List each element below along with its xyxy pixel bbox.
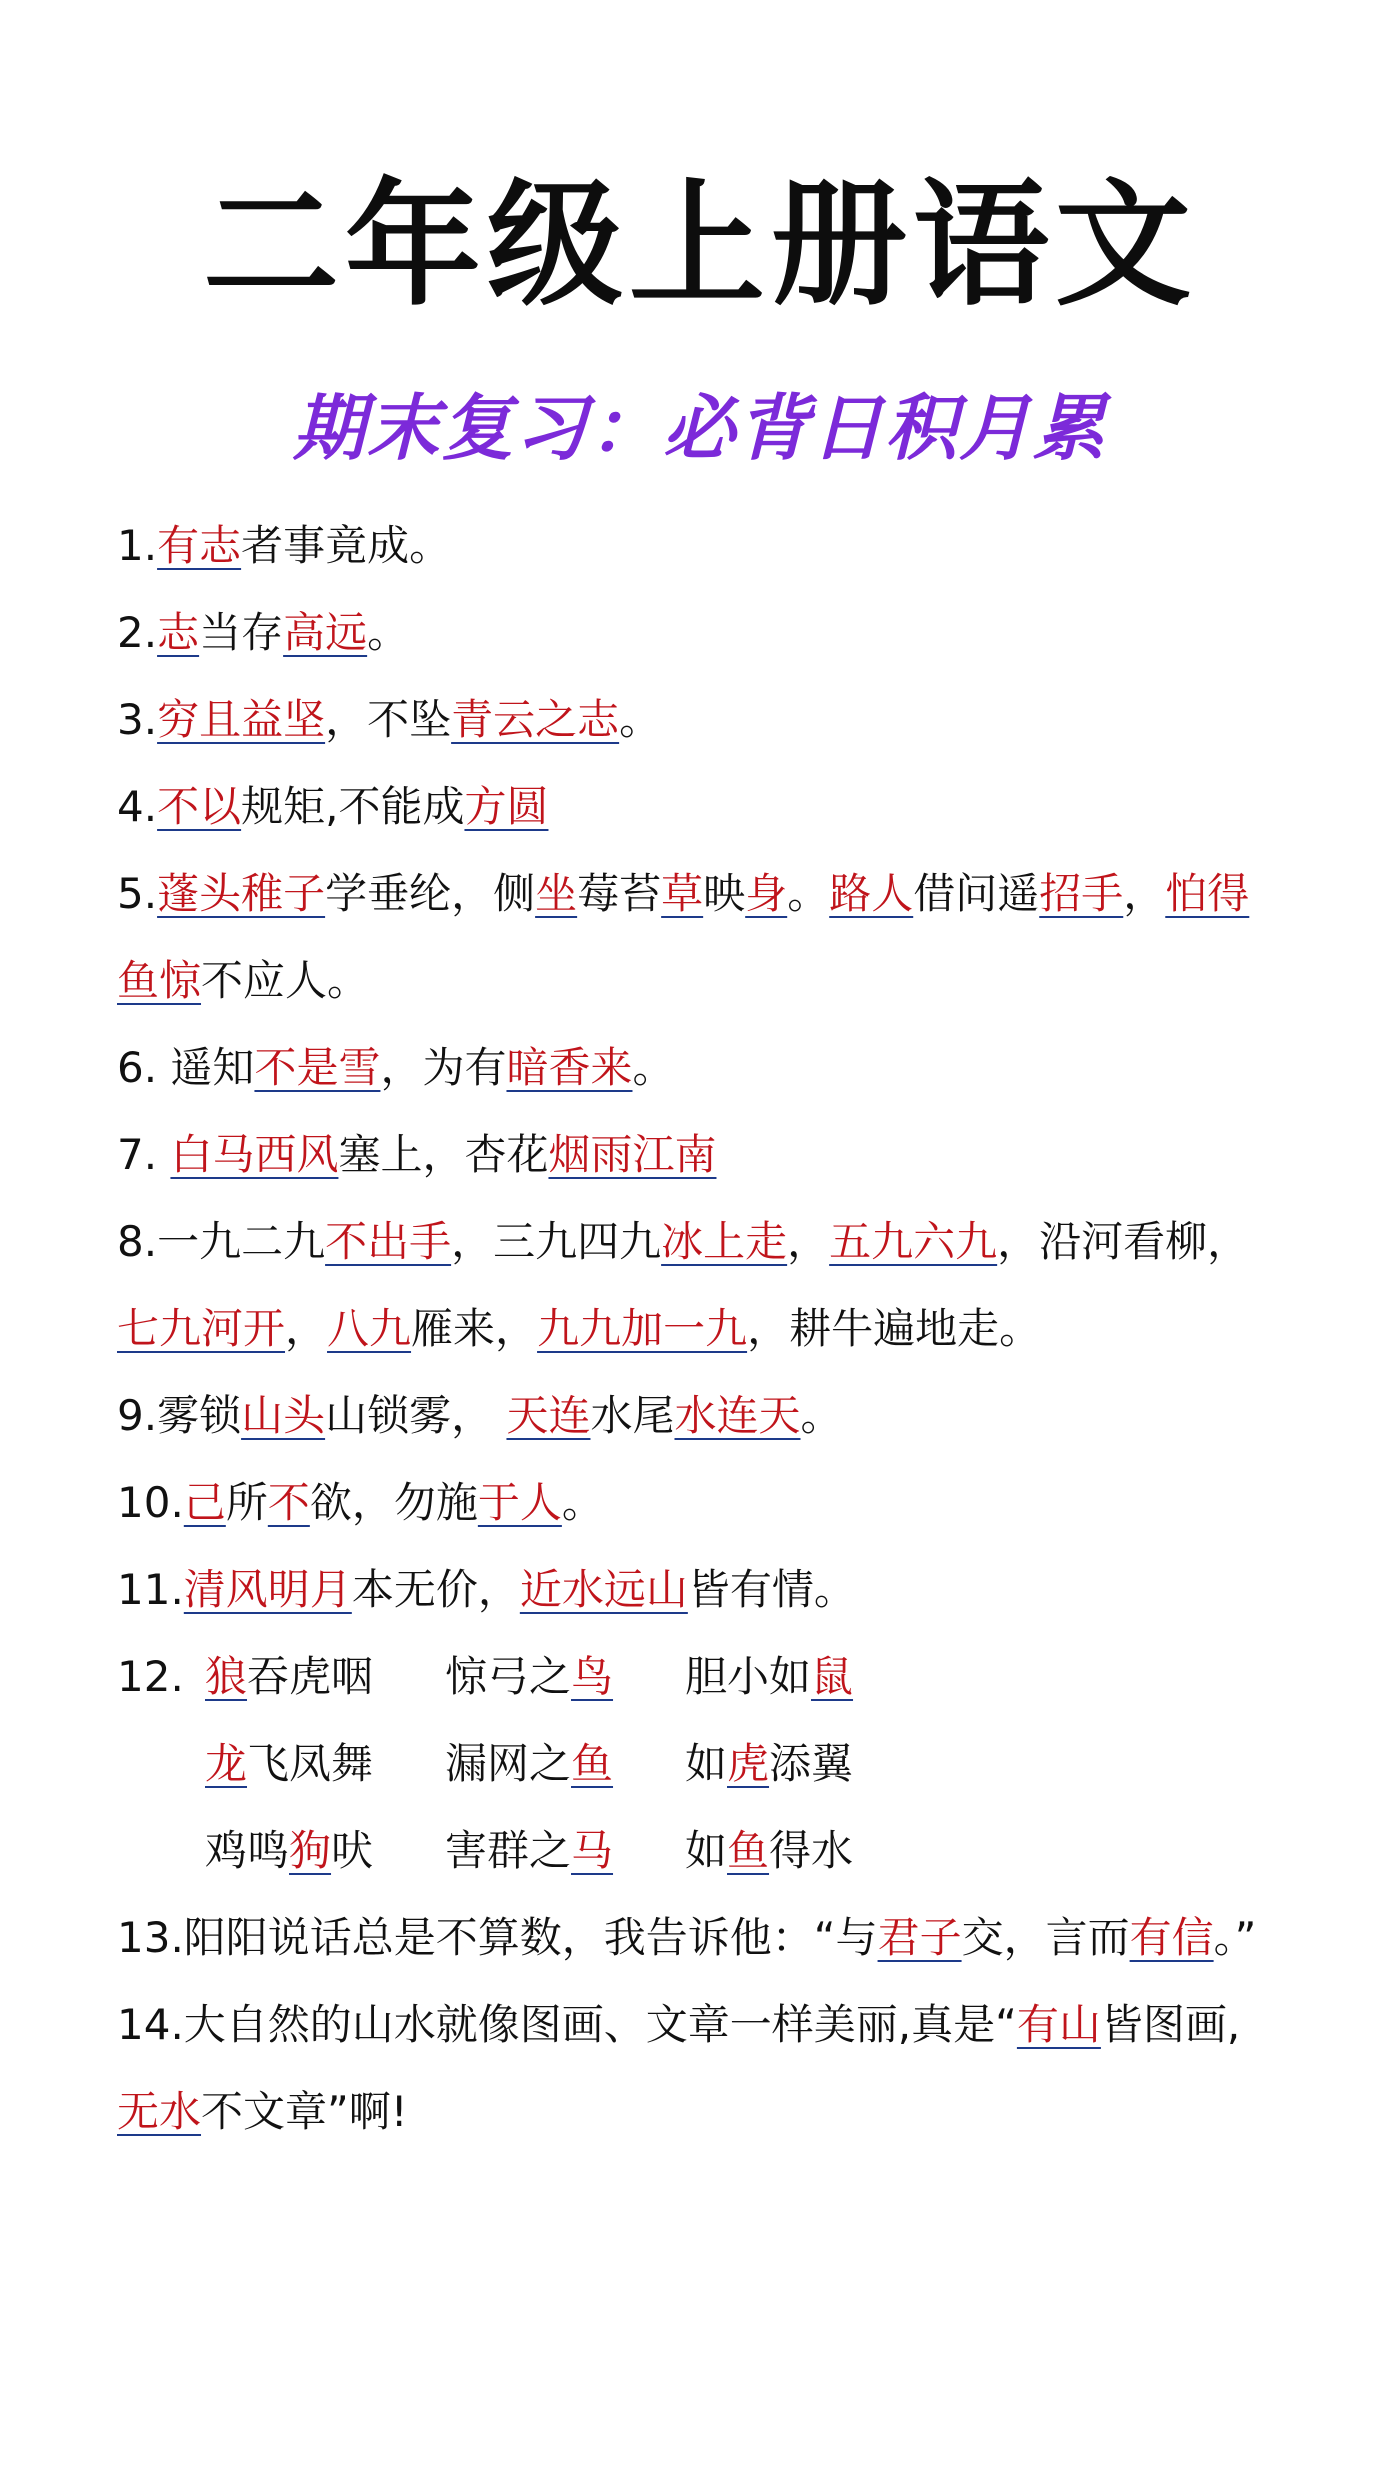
answer-text: 天连 bbox=[506, 1391, 591, 1440]
answer-text: 山头 bbox=[241, 1391, 326, 1440]
entry-line bbox=[117, 937, 1317, 1024]
entry-number: 12. bbox=[117, 1652, 184, 1701]
prompt-text: 所 bbox=[225, 1478, 268, 1527]
prompt-text: 雁来， bbox=[411, 1304, 538, 1353]
prompt-text: ，沿河看柳， bbox=[997, 1217, 1250, 1266]
prompt-text: 。” bbox=[1213, 1913, 1257, 1962]
answer-text: 八九 bbox=[327, 1304, 412, 1353]
answer-text: 穷且益坚 bbox=[157, 695, 326, 744]
prompt-text: 皆有情。 bbox=[687, 1565, 856, 1614]
prompt-text: 7. bbox=[117, 1130, 171, 1179]
answer-text: 鱼 bbox=[571, 1739, 614, 1788]
prompt-text: 8.一九二九 bbox=[117, 1217, 326, 1266]
prompt-text: 惊弓之 bbox=[445, 1652, 572, 1701]
prompt-text: 得水 bbox=[769, 1826, 854, 1875]
entry-line bbox=[117, 850, 1317, 937]
answer-text: 不以 bbox=[157, 782, 242, 831]
page-title: 二年级上册语文 bbox=[203, 167, 1197, 325]
prompt-text: 。 bbox=[561, 1478, 604, 1527]
answer-text: 龙 bbox=[205, 1739, 248, 1788]
answer-text: 近水远山 bbox=[519, 1565, 688, 1614]
answer-text: 志 bbox=[157, 608, 200, 657]
answer-text: 鼠 bbox=[811, 1652, 854, 1701]
prompt-text: 胆小如 bbox=[685, 1652, 812, 1701]
answer-text: 虎 bbox=[727, 1739, 770, 1788]
entry-line bbox=[117, 1024, 1317, 1111]
prompt-text: 飞凤舞 bbox=[247, 1739, 374, 1788]
idiom-cell bbox=[445, 1633, 685, 1720]
answer-text: 七九河开 bbox=[117, 1304, 286, 1353]
answer-text: 鸟 bbox=[571, 1652, 614, 1701]
idiom-row bbox=[117, 1633, 1317, 1720]
idiom-cell bbox=[685, 1720, 925, 1807]
prompt-text: ，三九四九 bbox=[451, 1217, 662, 1266]
answer-text: 不是雪 bbox=[254, 1043, 381, 1092]
prompt-text: 11. bbox=[117, 1565, 184, 1614]
entry-line bbox=[117, 1372, 1317, 1459]
prompt-text: 1. bbox=[117, 521, 158, 570]
prompt-text: 不应人。 bbox=[201, 956, 370, 1005]
entry-line bbox=[117, 1198, 1317, 1285]
answer-text: 蓬头稚子 bbox=[157, 869, 326, 918]
answer-text: 九九加一九 bbox=[537, 1304, 748, 1353]
prompt-text: 鸡鸣 bbox=[205, 1826, 290, 1875]
answer-text: 烟雨江南 bbox=[548, 1130, 717, 1179]
entry-line bbox=[117, 1111, 1317, 1198]
prompt-text: 9.雾锁 bbox=[117, 1391, 242, 1440]
answer-text: 招手 bbox=[1039, 869, 1124, 918]
prompt-text: 14.大自然的山水就像图画、文章一样美丽,真是“ bbox=[117, 2000, 1017, 2049]
prompt-text: 借问遥 bbox=[913, 869, 1040, 918]
idiom-cell bbox=[685, 1633, 925, 1720]
idiom-cell bbox=[205, 1633, 445, 1720]
idiom-row bbox=[117, 1807, 1317, 1894]
prompt-text: 。 bbox=[367, 608, 410, 657]
prompt-text: 映 bbox=[703, 869, 746, 918]
answer-text: 五九六九 bbox=[829, 1217, 998, 1266]
answer-text: 方圆 bbox=[464, 782, 549, 831]
prompt-text: 山锁雾， bbox=[325, 1391, 507, 1440]
answer-text: 鱼 bbox=[727, 1826, 770, 1875]
answer-text: 有山 bbox=[1016, 2000, 1101, 2049]
prompt-text: ，不坠 bbox=[325, 695, 452, 744]
content-body bbox=[117, 502, 1317, 2155]
entry-line bbox=[117, 1546, 1317, 1633]
prompt-text: 者事竟成。 bbox=[241, 521, 452, 570]
prompt-text: 吠 bbox=[331, 1826, 374, 1875]
prompt-text: ，耕牛遍地走。 bbox=[747, 1304, 1042, 1353]
prompt-text: 如 bbox=[685, 1739, 728, 1788]
entry-line bbox=[117, 1894, 1317, 1981]
prompt-text: 水尾 bbox=[590, 1391, 675, 1440]
answer-text: 白马西风 bbox=[170, 1130, 339, 1179]
prompt-text: 吞虎咽 bbox=[247, 1652, 374, 1701]
answer-text: 冰上走 bbox=[661, 1217, 788, 1266]
idiom-cell bbox=[685, 1807, 925, 1894]
idiom-row bbox=[117, 1720, 1317, 1807]
page-subtitle: 期末复习：必背日积月累 bbox=[292, 386, 1107, 470]
entry-line bbox=[117, 1459, 1317, 1546]
answer-text: 清风明月 bbox=[183, 1565, 352, 1614]
prompt-text: 害群之 bbox=[445, 1826, 572, 1875]
answer-text: 不出手 bbox=[325, 1217, 452, 1266]
answer-text: 己 bbox=[183, 1478, 226, 1527]
answer-text: 于人 bbox=[477, 1478, 562, 1527]
prompt-text: 不文章”啊! bbox=[201, 2087, 408, 2136]
prompt-text: 2. bbox=[117, 608, 158, 657]
prompt-text: 添翼 bbox=[769, 1739, 854, 1788]
answer-text: 鱼惊 bbox=[117, 956, 202, 1005]
answer-text: 坐 bbox=[535, 869, 578, 918]
prompt-text: 。 bbox=[632, 1043, 675, 1092]
answer-text: 有信 bbox=[1129, 1913, 1214, 1962]
prompt-text: 欲，勿施 bbox=[309, 1478, 478, 1527]
entry-line bbox=[117, 1981, 1317, 2068]
answer-text: 马 bbox=[571, 1826, 614, 1875]
prompt-text: 6. 遥知 bbox=[117, 1043, 255, 1092]
prompt-text: 10. bbox=[117, 1478, 184, 1527]
answer-text: 有志 bbox=[157, 521, 242, 570]
answer-text: 路人 bbox=[829, 869, 914, 918]
answer-text: 草 bbox=[661, 869, 704, 918]
prompt-text: ， bbox=[1123, 869, 1166, 918]
prompt-text: 皆图画, bbox=[1100, 2000, 1241, 2049]
answer-text: 水连天 bbox=[674, 1391, 801, 1440]
prompt-text: 如 bbox=[685, 1826, 728, 1875]
prompt-text: 漏网之 bbox=[445, 1739, 572, 1788]
prompt-text: 。 bbox=[787, 869, 830, 918]
prompt-text: 3. bbox=[117, 695, 158, 744]
idiom-cell bbox=[205, 1720, 445, 1807]
answer-text: 不 bbox=[267, 1478, 310, 1527]
entry-line bbox=[117, 589, 1317, 676]
answer-text: 怕得 bbox=[1165, 869, 1250, 918]
answer-text: 暗香来 bbox=[506, 1043, 633, 1092]
prompt-text: 13.阳阳说话总是不算数，我告诉他：“与 bbox=[117, 1913, 878, 1962]
answer-text: 身 bbox=[745, 869, 788, 918]
answer-text: 无水 bbox=[117, 2087, 202, 2136]
prompt-text: ， bbox=[285, 1304, 328, 1353]
prompt-text: 塞上，杏花 bbox=[338, 1130, 549, 1179]
entry-line bbox=[117, 763, 1317, 850]
prompt-text: 。 bbox=[800, 1391, 843, 1440]
idiom-cell bbox=[205, 1807, 445, 1894]
entry-line bbox=[117, 2068, 1317, 2155]
answer-text: 狼 bbox=[205, 1652, 248, 1701]
answer-text: 青云之志 bbox=[451, 695, 620, 744]
idiom-cell bbox=[445, 1720, 685, 1807]
prompt-text: ，为有 bbox=[380, 1043, 507, 1092]
idiom-cell bbox=[445, 1807, 685, 1894]
prompt-text: 规矩,不能成 bbox=[241, 782, 465, 831]
prompt-text: 。 bbox=[619, 695, 662, 744]
entry-line bbox=[117, 676, 1317, 763]
prompt-text: 当存 bbox=[199, 608, 284, 657]
prompt-text: 4. bbox=[117, 782, 158, 831]
entry-line bbox=[117, 1285, 1317, 1372]
answer-text: 高远 bbox=[283, 608, 368, 657]
prompt-text: 5. bbox=[117, 869, 158, 918]
prompt-text: 莓苔 bbox=[577, 869, 662, 918]
prompt-text: 本无价， bbox=[351, 1565, 520, 1614]
answer-text: 狗 bbox=[289, 1826, 332, 1875]
answer-text: 君子 bbox=[877, 1913, 962, 1962]
prompt-text: ， bbox=[787, 1217, 830, 1266]
prompt-text: 学垂纶，侧 bbox=[325, 869, 536, 918]
prompt-text: 交，言而 bbox=[961, 1913, 1130, 1962]
entry-line bbox=[117, 502, 1317, 589]
